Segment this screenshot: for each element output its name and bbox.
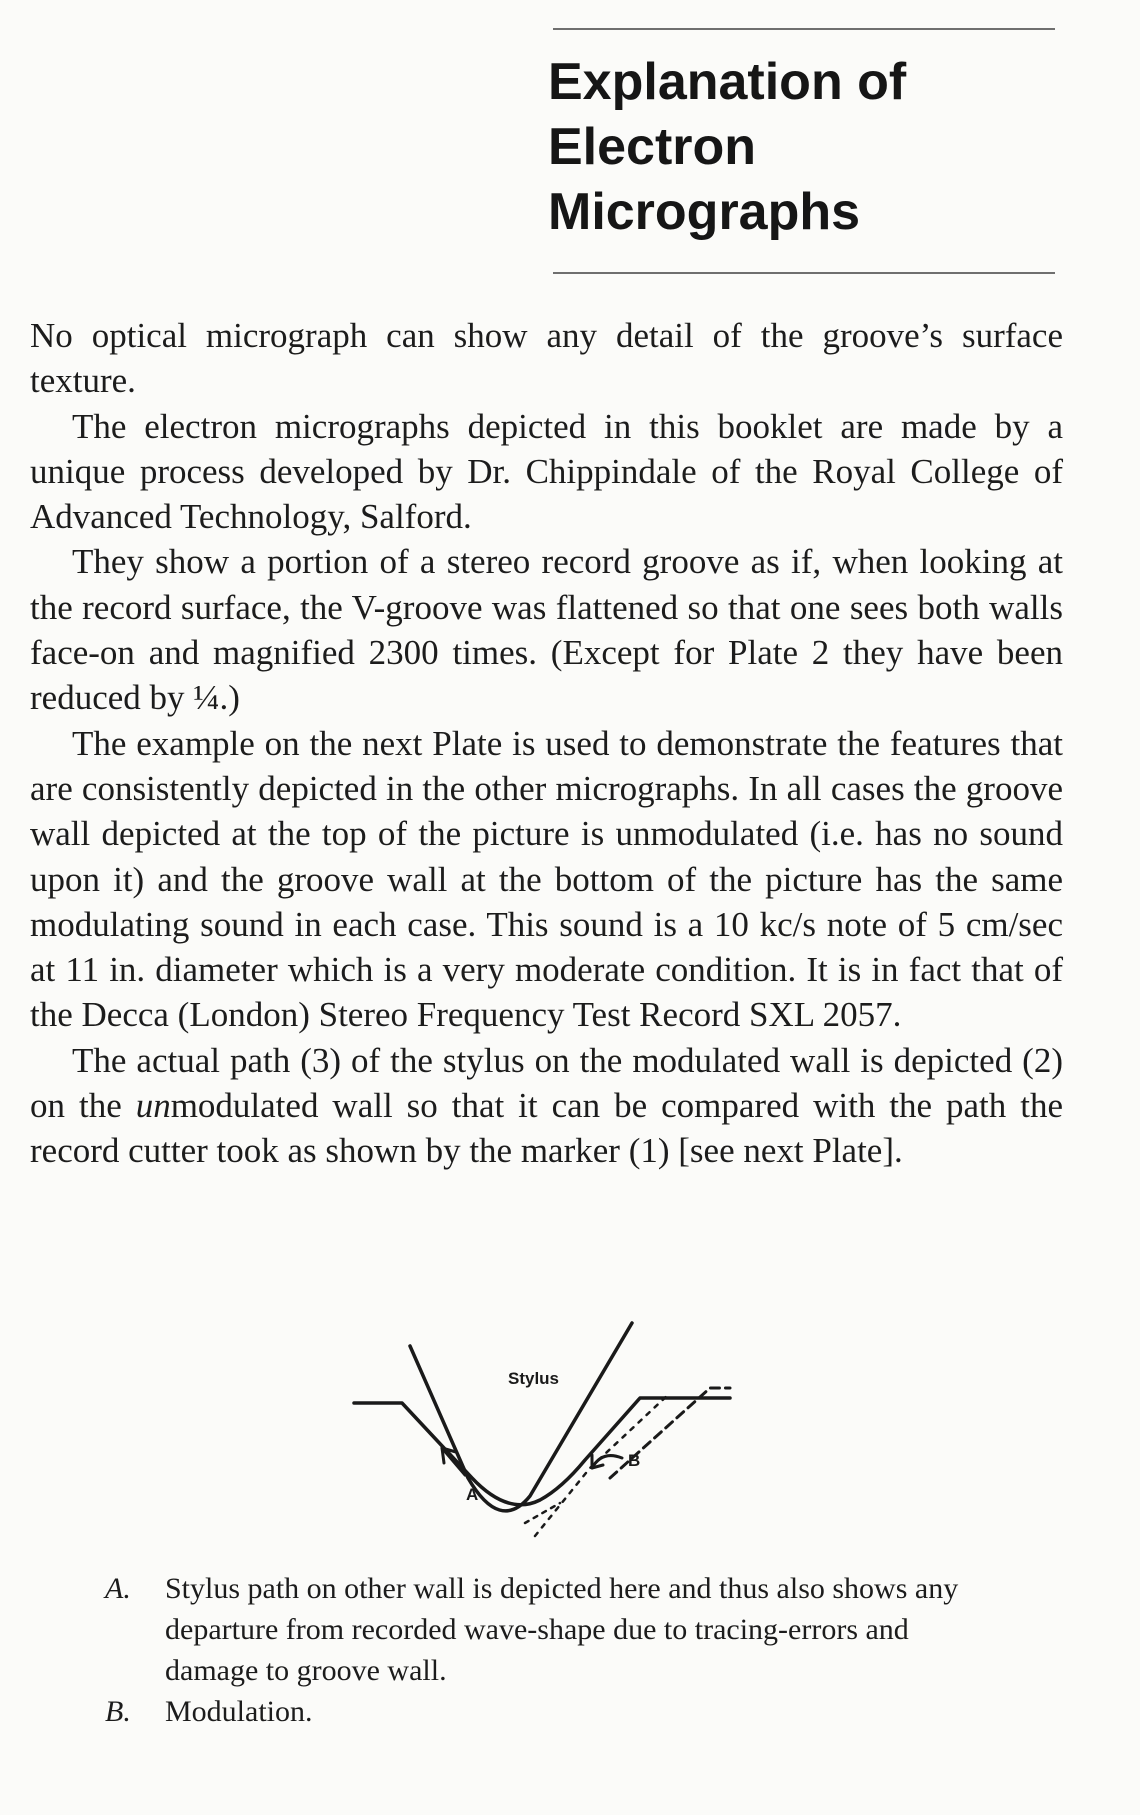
groove-profile-line [354,1398,730,1505]
page-title [548,50,1068,245]
label-b: B [628,1451,641,1470]
header-bottom-rule [553,272,1055,274]
stylus-groove-diagram [340,1318,760,1568]
stylus-outline [410,1323,632,1511]
title-line-1: Explanation of [548,53,907,111]
caption-a-text: Stylus path on other wall is depicted here and thus also shows any departure from recorded wave-shape due to tracing-errors and damage to groove wall. [165,1572,959,1687]
diagram-captions [105,1568,1005,1732]
caption-b-letter: B. [105,1695,131,1728]
label-a: A [466,1485,479,1504]
paragraph-3: They show a portion of a stereo record groove as if, when looking at the record surface, the V-groove was flattened so that one sees both walls face-on and magnified 2300 times. (Except for Plate 2 they have been reduced by ¼.) [30,542,1063,718]
header-top-rule [553,28,1055,30]
body-text [30,313,1063,1174]
paragraph-1: No optical micrograph can show any detail of the groove’s surface texture. [30,316,1063,401]
stylus-label: Stylus [508,1369,560,1388]
paragraph-2: The electron micrographs depicted in this booklet are made by a unique process developed by Dr. Chippindale of the Royal College of Advanced Technology, Salford. [30,406,1063,537]
groove-bottom-dotted-line [525,1503,560,1523]
paragraph-4: The example on the next Plate is used to demonstrate the features that are consistently depicted in the other micrographs. In all cases the groove wall depicted at the top of the picture is unmodulated (i.e. has no sound upon it) and the groove wall at the bottom of the picture has the same modulating sound in each case. This sound is a 10 kc/s note of 5 cm/sec at 11 in. diameter which is a very moderate condition. It is in fact that of the Decca (London) Stereo Frequency Test Record SXL 2057. [30,723,1063,1035]
paragraph-5 [30,1038,1063,1174]
caption-a-letter: A. [105,1572,131,1605]
title-line-3: Micrographs [548,183,861,241]
caption-a [105,1568,1005,1691]
paragraph-5-part-2: modulated wall so that it can be compared with the path the record cutter took as shown by the marker (1) [see next Plate]. [30,1086,1063,1171]
paragraph-5-part-1: The actual path (3) of the stylus on the modulated wall is depicted (2) on the [30,1040,1063,1126]
caption-b-text: Modulation. [165,1695,313,1728]
paragraph-5-italic-prefix: un [135,1086,171,1126]
title-line-2: Electron [548,118,757,176]
caption-b [105,1691,1005,1732]
